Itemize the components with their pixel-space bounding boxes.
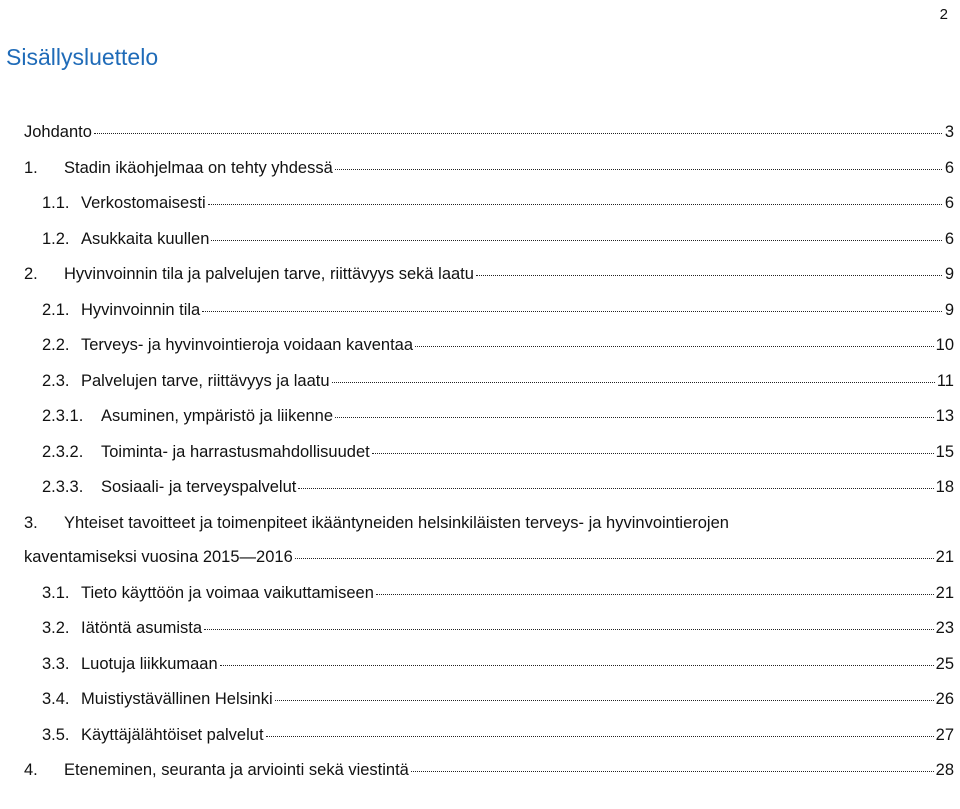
toc-entry-page: 9	[944, 300, 954, 319]
toc-entry-page: 3	[944, 123, 954, 141]
toc-entry[interactable]	[24, 191, 954, 227]
dot-leader	[298, 488, 933, 489]
dot-leader	[295, 558, 934, 559]
dot-leader	[266, 736, 934, 737]
toc-entry[interactable]	[24, 758, 954, 794]
toc-entry-text: Terveys- ja hyvinvointieroja voidaan kaventaa	[81, 336, 414, 354]
toc-entry-text: Asukkaita kuullen	[81, 229, 210, 248]
toc-entry-page: 25	[935, 654, 954, 673]
page-number: 2	[939, 6, 948, 23]
toc-entry-text-continued: kaventamiseksi vuosina 2015—2016	[24, 547, 293, 566]
toc-entry-page: 13	[935, 407, 954, 425]
toc-entry-text: Muistiystävällinen Helsinki	[81, 690, 273, 708]
dot-leader	[376, 594, 934, 595]
toc-entry-number: 4.	[24, 761, 38, 779]
toc-entry-number: 3.3.	[42, 654, 70, 673]
toc-entry-number: 2.	[24, 265, 38, 283]
toc-entry-text: Luotuja liikkumaan	[81, 654, 218, 673]
toc-entry-number: 1.2.	[42, 229, 70, 248]
toc-entry[interactable]	[24, 652, 954, 688]
toc-entry-number: 2.3.1.	[42, 407, 84, 425]
toc-entry-text: Johdanto	[24, 123, 92, 141]
dot-leader	[204, 629, 934, 630]
toc-entry-page: 15	[935, 442, 954, 461]
toc-entry-text: Palvelujen tarve, riittävyys ja laatu	[81, 371, 330, 390]
toc-entry-page: 6	[944, 229, 954, 248]
dot-leader	[332, 382, 935, 383]
toc-entry[interactable]	[24, 120, 954, 156]
toc-entry-number: 2.3.	[42, 371, 70, 390]
dot-leader	[211, 240, 942, 241]
toc-entry[interactable]	[24, 723, 954, 759]
toc-entry-text: Eteneminen, seuranta ja arviointi sekä viestintä	[64, 761, 409, 779]
table-of-contents	[24, 120, 954, 794]
toc-entry-number: 3.2.	[42, 619, 70, 637]
toc-entry-text: Stadin ikäohjelmaa on tehty yhdessä	[64, 158, 333, 177]
dot-leader	[208, 204, 942, 205]
toc-entry-text: Asuminen, ympäristö ja liikenne	[101, 407, 334, 425]
dot-leader	[372, 453, 934, 454]
toc-entry[interactable]	[24, 440, 954, 476]
toc-entry-text: Käyttäjälähtöiset palvelut	[81, 725, 264, 744]
toc-entry-page: 6	[944, 158, 954, 177]
toc-entry[interactable]	[24, 262, 954, 298]
dot-leader	[335, 417, 934, 418]
toc-entry-text: Yhteiset tavoitteet ja toimenpiteet ikääntyneiden helsinkiläisten terveys- ja hyvinvointierojen	[64, 513, 729, 532]
toc-entry-page: 9	[944, 265, 954, 283]
dot-leader	[275, 700, 934, 701]
dot-leader	[476, 275, 942, 276]
toc-entry[interactable]	[24, 581, 954, 617]
toc-entry-page: 18	[935, 478, 954, 496]
toc-entry-number: 2.2.	[42, 336, 70, 354]
toc-title: Sisällysluettelo	[6, 44, 159, 70]
toc-entry-page: 21	[935, 583, 954, 602]
toc-entry-text: Hyvinvoinnin tila	[81, 300, 201, 319]
toc-entry-number: 3.1.	[42, 583, 70, 602]
toc-entry[interactable]	[24, 227, 954, 263]
toc-entry-number: 2.3.2.	[42, 442, 84, 461]
toc-entry[interactable]	[24, 404, 954, 440]
toc-entry-number: 3.	[24, 513, 38, 532]
toc-entry-text: Sosiaali- ja terveyspalvelut	[101, 478, 297, 496]
toc-entry-text: Iätöntä asumista	[81, 619, 203, 637]
toc-entry[interactable]	[24, 369, 954, 405]
dot-leader	[415, 346, 934, 347]
toc-entry[interactable]	[24, 333, 954, 369]
toc-entry-number: 2.1.	[42, 300, 70, 319]
toc-entry-page: 10	[935, 336, 954, 354]
toc-entry-number: 1.1.	[42, 194, 70, 212]
toc-entry[interactable]	[24, 687, 954, 723]
dot-leader	[411, 771, 934, 772]
toc-entry-number: 3.5.	[42, 725, 70, 744]
toc-entry-page: 28	[935, 761, 954, 779]
toc-entry-page: 11	[936, 371, 954, 390]
dot-leader	[335, 169, 942, 170]
toc-entry-text: Verkostomaisesti	[81, 194, 206, 212]
toc-entry-text: Hyvinvoinnin tila ja palvelujen tarve, riittävyys sekä laatu	[64, 265, 474, 283]
toc-entry[interactable]	[24, 475, 954, 511]
dot-leader	[220, 665, 934, 666]
toc-entry-page: 6	[944, 194, 954, 212]
toc-entry-number: 3.4.	[42, 690, 70, 708]
toc-entry[interactable]	[24, 298, 954, 334]
toc-entry[interactable]	[24, 511, 954, 581]
toc-entry-number: 2.3.3.	[42, 478, 84, 496]
toc-entry-page: 26	[935, 690, 954, 708]
toc-entry-page: 27	[935, 725, 954, 744]
toc-entry-text: Toiminta- ja harrastusmahdollisuudet	[101, 442, 370, 461]
dot-leader	[94, 133, 942, 134]
toc-entry[interactable]	[24, 616, 954, 652]
toc-entry-page: 21	[935, 547, 954, 566]
toc-entry-number: 1.	[24, 158, 38, 177]
toc-entry[interactable]	[24, 156, 954, 192]
dot-leader	[202, 311, 942, 312]
toc-entry-text: Tieto käyttöön ja voimaa vaikuttamiseen	[81, 583, 374, 602]
toc-entry-page: 23	[935, 619, 954, 637]
